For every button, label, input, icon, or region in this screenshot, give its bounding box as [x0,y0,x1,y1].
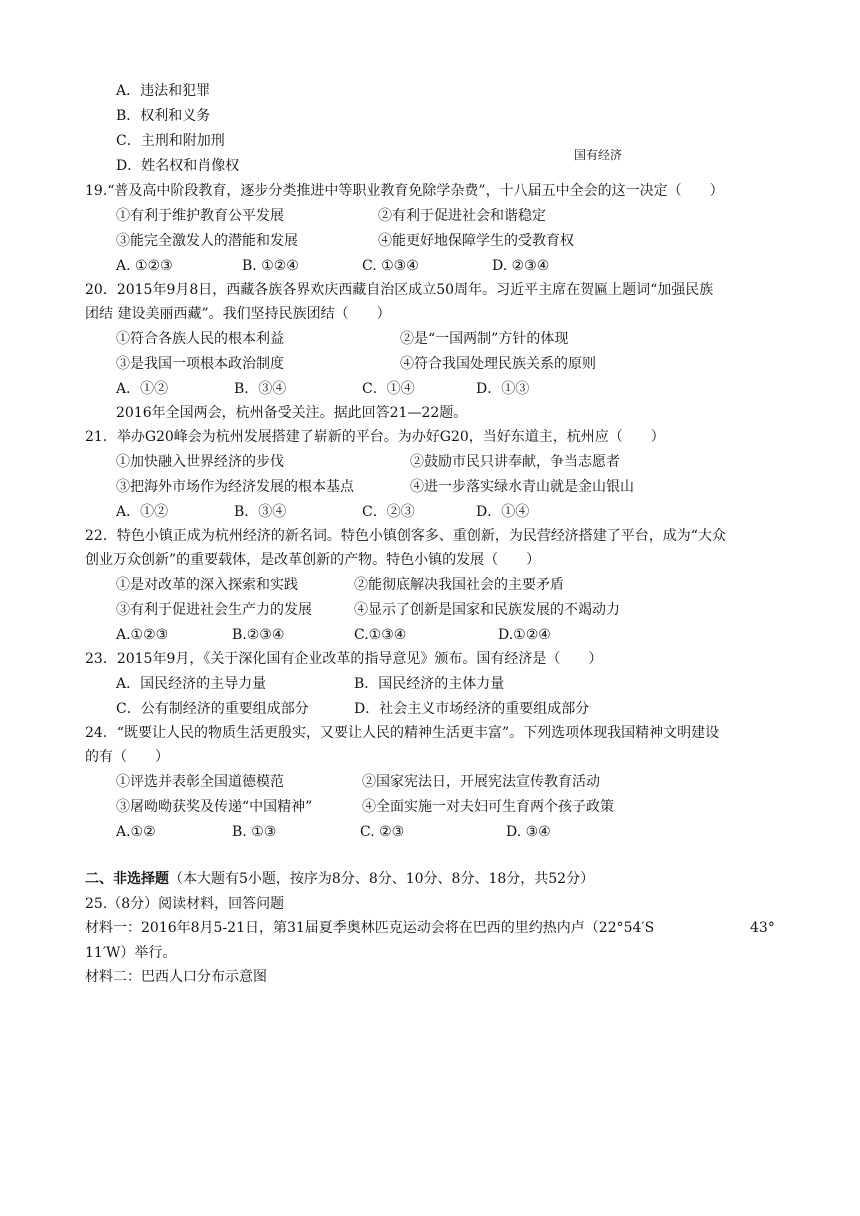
q21-stem: 21．举办G20峰会为杭州发展搭建了崭新的平台。为办好G20，当好东道主，杭州应（ ） [85,429,665,445]
q20-stem-line2: 团结 建设美丽西藏”。我们坚持民族团结（ ） [85,306,391,322]
q24-item-2: ②国家宪法日，开展宪法宣传教育活动 [362,774,600,790]
q23-option-d: D．社会主义市场经济的重要组成部分 [354,701,590,717]
q24-choice-c: C. ②③ [360,824,405,840]
q19-item-3: ③能完全激发人的潜能和发展 [116,233,298,249]
q18-option-c: C．主刑和附加刑 [116,133,225,149]
q19-choice-b: B. ①②④ [242,258,299,274]
q20-choice-d: D．①③ [476,381,530,397]
q21-choice-d: D．①④ [476,504,530,520]
q22-choice-b: B.②③④ [232,627,285,643]
q24-item-3: ③屠呦呦获奖及传递“中国精神” [116,799,313,815]
q22-item-3: ③有利于促进社会生产力的发展 [116,602,312,618]
q24-choice-b: B. ①③ [232,824,277,840]
q22-choices [116,625,551,645]
q25-material1-line1: 材料一：2016年8月5-21日，第31届夏季奥林匹克运动会将在巴西的里约热内卢（22°54′S [85,920,655,936]
q21-choices [116,502,529,522]
q19-item-1: ①有利于维护教育公平发展 [116,208,284,224]
q18-option-d: D．姓名权和肖像权 [116,158,240,174]
q23-option-b: B．国民经济的主体力量 [354,676,505,692]
q22-item-2: ②能彻底解决我国社会的主要矛盾 [354,577,564,593]
section2-note: （本大题有5小题，按序为8分、8分、10分、8分、18分，共52分） [169,871,595,887]
q22-stem-line1: 22．特色小镇正成为杭州经济的新名词。特色小镇创客多、重创新，为民营经济搭建了平台，成为“大众 [85,528,726,544]
q22-choice-d: D.①②④ [498,627,551,643]
q24-choice-d: D. ③④ [506,824,551,840]
q20-choices [116,379,529,399]
q23-stem: 23．2015年9月，《关于深化国有企业改革的指导意见》颁布。国有经济是（ ） [85,651,603,667]
q19-stem: 19.“普及高中阶段教育，逐步分类推进中等职业教育免除学杂费”，十八届五中全会的这一决定（ ） [85,183,724,199]
q22-choice-c: C.①③④ [354,627,407,643]
q20-choice-a: A．①② [116,381,169,397]
q19-item-2: ②有利于促进社会和谐稳定 [378,208,546,224]
q23-option-c: C．公有制经济的重要组成部分 [116,701,309,717]
q20-stem-line1: 20．2015年9月8日，西藏各族各界欢庆西藏自治区成立50周年。习近平主席在贺匾上题词“加强民族 [85,282,714,298]
q24-stem-line1: 24．“既要让人民的物质生活更殷实，又要让人民的精神生活更丰富”。下列选项体现我国精神文明建设 [85,725,720,741]
q25-stem: 25.（8分）阅读材料，回答问题 [85,896,285,912]
q22-item-4: ④显示了创新是国家和民族发展的不竭动力 [354,602,620,618]
q20-item-1: ①符合各族人民的根本利益 [116,331,284,347]
q24-stem-line2: 的有（ ） [85,749,169,765]
q25-material1-coord: 43° [750,920,775,936]
q18-option-a: A．违法和犯罪 [116,83,211,99]
q19-choices [116,256,549,276]
q25-material1-line2: 11′W）举行。 [85,945,177,961]
q25-material2: 材料二：巴西人口分布示意图 [85,969,267,985]
section2-heading: 二、非选择题 [85,871,169,887]
q20-item-4: ④符合我国处理民族关系的原则 [400,356,596,372]
q21-choice-a: A．①② [116,504,169,520]
q19-item-4: ④能更好地保障学生的受教育权 [378,233,574,249]
q24-item-4: ④全面实施一对夫妇可生育两个孩子政策 [362,799,614,815]
q24-choice-a: A.①② [116,824,156,840]
q21-choice-b: B．③④ [234,504,287,520]
q20-item-3: ③是我国一项根本政治制度 [116,356,284,372]
q19-choice-c: C. ①③④ [362,258,419,274]
q20-item-2: ②是“一国两制”方针的体现 [400,331,569,347]
q19-choice-a: A. ①②③ [116,258,173,274]
q23-option-a: A．国民经济的主导力量 [116,676,267,692]
q22-stem-line2: 创业万众创新”的重要载体，是改革创新的产物。特色小镇的发展（ ） [85,552,541,568]
q24-choices [116,822,551,842]
q22-choice-a: A.①②③ [116,627,169,643]
side-label: 国有经济 [574,148,623,162]
q20-choice-b: B．③④ [234,381,287,397]
q21-item-4: ④进一步落实绿水青山就是金山银山 [410,479,634,495]
q21-item-1: ①加快融入世界经济的步伐 [116,454,284,470]
section2-title [85,869,594,889]
q21-item-2: ②鼓励市民只讲奉献，争当志愿者 [410,454,620,470]
intro-21-22: 2016年全国两会，杭州备受关注。据此回答21—22题。 [116,405,468,421]
q19-choice-d: D. ②③④ [492,258,550,274]
q18-option-b: B．权利和义务 [116,108,211,124]
q24-item-1: ①评选并表彰全国道德模范 [116,774,284,790]
q22-item-1: ①是对改革的深入探索和实践 [116,577,298,593]
q21-choice-c: C．②③ [362,504,415,520]
q21-item-3: ③把海外市场作为经济发展的根本基点 [116,479,354,495]
q20-choice-c: C．①④ [362,381,415,397]
